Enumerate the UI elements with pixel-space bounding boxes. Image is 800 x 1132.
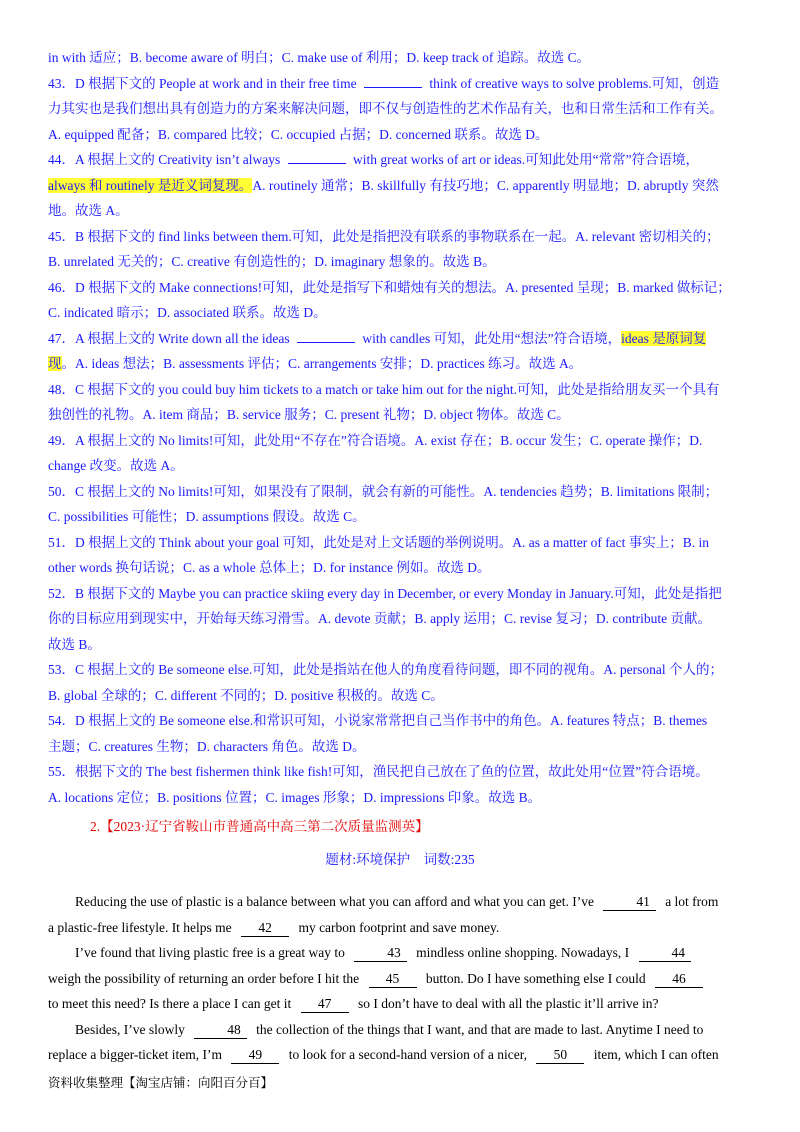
explanation-line — [48, 683, 752, 709]
explanation-text: C. indicated 暗示；D. associated 联系。故选 D。 — [48, 305, 327, 320]
explanation-line — [48, 96, 752, 122]
explanation-line — [48, 198, 752, 224]
explanation-line — [48, 402, 752, 428]
explanation-line — [48, 657, 752, 683]
passage-text: so I don’t have to deal with all the plastic it’ll arrive in? — [354, 996, 659, 1011]
explanation-line — [48, 453, 752, 479]
passage-text: item, which I can often — [590, 1047, 719, 1062]
topic-line: 题材:环境保护 词数:235 — [325, 852, 475, 867]
explanation-text: change 改变。故选 A。 — [48, 458, 184, 473]
explanation-line — [48, 632, 752, 658]
explanation-line — [48, 530, 752, 556]
blank-number-47: 47 — [301, 996, 349, 1013]
explanation-text: 49．A 根据上文的 No limits!可知，此处用“不存在”符合语境。A. exist 存在；B. occur 发生；C. operate 操作；D. — [48, 432, 703, 448]
passage-text: weigh the possibility of returning an order before I hit the — [48, 970, 363, 986]
explanation-text: 47．A 根据上文的 Write down all the ideas — [48, 330, 294, 346]
explanation-line — [48, 428, 752, 454]
explanation-text: 你的目标应用到现实中，开始每天练习滑雪。A. devote 贡献；B. apply 运用；C. revise 复习；D. contribute 贡献。 — [48, 611, 711, 626]
explanation-line — [48, 71, 752, 97]
explanation-line — [48, 249, 752, 275]
fill-blank — [297, 328, 355, 343]
explanation-text: 地。故选 A。 — [48, 203, 129, 218]
explanation-text: C. possibilities 可能性；D. assumptions 假设。故选 C。 — [48, 509, 366, 524]
explanation-text: in with 适应；B. become aware of 明白；C. make use of 利用；D. keep track of 追踪。故选 C。 — [48, 50, 591, 65]
highlighted-text: 现 — [48, 356, 62, 371]
explanation-text: A. equipped 配备；B. compared 比较；C. occupied 占据；D. concerned 联系。故选 D。 — [48, 126, 549, 142]
passage-text: replace a bigger-ticket item, I’m — [48, 1047, 226, 1062]
explanation-line — [48, 555, 752, 581]
explanation-text: 。A. ideas 想法；B. assessments 评估；C. arrangements 安排；D. practices 练习。故选 A。 — [61, 356, 583, 371]
passage-line — [48, 940, 752, 966]
highlighted-text: always 和 routinely 是近义词复现。 — [48, 177, 253, 193]
footer-note: 资料收集整理【淘宝店铺：向阳百分百】 — [48, 1076, 274, 1090]
passage-line — [48, 991, 752, 1017]
explanation-text: 55．根据下文的 The best fishermen think like fish!可知，渔民把自己放在了鱼的位置，故此处用“位置”符合语境。 — [48, 764, 709, 779]
passage-text: the collection of the things that I want, and that are made to last. Anytime I need to — [252, 1021, 704, 1037]
blank-number-49: 49 — [231, 1047, 279, 1064]
passage-line — [48, 1042, 752, 1068]
explanation-line — [48, 224, 752, 250]
explanation-text: A. locations 定位；B. positions 位置；C. images 形象；D. impressions 印象。故选 B。 — [48, 789, 542, 805]
section-heading: 2.【2023·辽宁省鞍山市普通高中高三第二次质量监测英】 — [90, 819, 429, 834]
blank-number-48: 48 — [194, 1022, 247, 1039]
explanation-line — [48, 734, 752, 760]
blank-number-50: 50 — [536, 1047, 584, 1064]
explanation-text: 51．D 根据上文的 Think about your goal 可知，此处是对上文话题的举例说明。A. as a matter of fact 事实上；B. in — [48, 534, 710, 550]
explanation-line — [48, 479, 752, 505]
explanation-line — [48, 351, 752, 377]
blank-number-46: 46 — [655, 971, 703, 988]
passage-text: mindless online shopping. Nowadays, I — [412, 945, 633, 960]
passage-text: my carbon footprint and save money. — [295, 919, 500, 935]
explanation-text: 54．D 根据上文的 Be someone else.和常识可知，小说家常常把自己当作书中的角色。A. features 特点；B. themes — [48, 713, 708, 728]
passage-text: Reducing the use of plastic is a balance between what you can afford and what you can get. I’ve — [75, 894, 598, 909]
passage-text: Besides, I’ve slowly — [75, 1021, 189, 1037]
passage-text: a plastic-free lifestyle. It helps me — [48, 919, 236, 935]
explanation-text: think of creative ways to solve problems.可知，创造 — [425, 75, 720, 91]
explanation-text: 52．B 根据下文的 Maybe you can practice skiing every day in December, or every Monday in January.可知，此处是指把 — [48, 585, 722, 601]
passage-text: to look for a second-hand version of a nicer, — [285, 1047, 531, 1062]
explanation-line — [48, 504, 752, 530]
explanation-text: B. unrelated 无关的；C. creative 有创造性的；D. imaginary 想象的。故选 B。 — [48, 254, 496, 269]
blank-number-44: 44 — [639, 945, 692, 962]
explanation-line — [48, 377, 752, 403]
fill-blank — [364, 73, 422, 88]
explanation-text: with great works of art or ideas.可知此处用“常常”符合语境， — [349, 152, 700, 167]
explanation-line — [48, 581, 752, 607]
passage-line — [48, 1017, 752, 1043]
explanation-text: other words 换句话说；C. as a whole 总体上；D. for instance 例如。故选 D。 — [48, 560, 491, 575]
passage-line — [48, 915, 752, 941]
explanation-text: 53．C 根据上文的 Be someone else.可知，此处是指站在他人的角度看待问题，即不同的视角。A. personal 个人的； — [48, 662, 723, 677]
passage-text: I’ve found that living plastic free is a great way to — [75, 945, 349, 960]
explanation-text: 44．A 根据上文的 Creativity isn’t always — [48, 152, 284, 167]
explanation-line — [48, 785, 752, 811]
blank-number-45: 45 — [369, 971, 417, 988]
explanation-text: with candles 可知，此处用“想法”符合语境， — [359, 330, 622, 346]
blank-number-42: 42 — [241, 920, 289, 937]
explanation-text: 45．B 根据下文的 find links between them.可知，此处是指把没有联系的事物联系在一起。A. relevant 密切相关的； — [48, 228, 720, 244]
explanation-line — [48, 275, 752, 301]
explanation-text: 50．C 根据上文的 No limits!可知，如果没有了限制，就会有新的可能性。A. tendencies 趋势；B. limitations 限制； — [48, 483, 719, 499]
explanation-line — [48, 45, 752, 71]
explanation-text: A. routinely 通常；B. skillfully 有技巧地；C. apparently 明显地；D. abruptly 突然 — [252, 177, 719, 193]
explanation-text: 48．C 根据下文的 you could buy him tickets to a match or take him out for the night.可知，此处是指给朋友买一个具有 — [48, 381, 720, 397]
explanation-line — [48, 173, 752, 199]
explanation-line — [48, 708, 752, 734]
explanation-line — [48, 759, 752, 785]
explanation-line — [48, 122, 752, 148]
explanation-text: B. global 全球的；C. different 不同的；D. positive 积极的。故选 C。 — [48, 687, 444, 703]
passage-text: a lot from — [661, 894, 719, 909]
highlighted-text: ideas 是原词复 — [621, 330, 707, 346]
passage-line — [48, 889, 752, 915]
explanation-line — [48, 300, 752, 326]
explanation-line — [48, 606, 752, 632]
explanation-text: 46．D 根据下文的 Make connections!可知，此处是指写下和蜡烛有关的想法。A. presented 呈现；B. marked 做标记； — [48, 279, 731, 295]
explanation-line — [48, 147, 752, 173]
fill-blank — [288, 149, 346, 164]
blank-number-43: 43 — [354, 945, 407, 962]
explanation-text: 独创性的礼物。A. item 商品；B. service 服务；C. present 礼物；D. object 物体。故选 C。 — [48, 407, 570, 422]
explanation-text: 故选 B。 — [48, 636, 101, 652]
explanation-text: 主题；C. creatures 生物；D. characters 角色。故选 D。 — [48, 738, 366, 754]
explanation-text: 力其实也是我们想出具有创造力的方案来解决问题，即不仅与创造性的艺术作品有关，也和日常生活和工作有关。 — [48, 101, 723, 116]
passage-line — [48, 966, 752, 992]
explanation-line — [48, 326, 752, 352]
explanation-text: 43．D 根据下文的 People at work and in their free time — [48, 75, 360, 91]
passage-text: to meet this need? Is there a place I can get it — [48, 996, 295, 1011]
blank-number-41: 41 — [603, 894, 656, 911]
passage-text: button. Do I have something else I could — [422, 970, 650, 986]
